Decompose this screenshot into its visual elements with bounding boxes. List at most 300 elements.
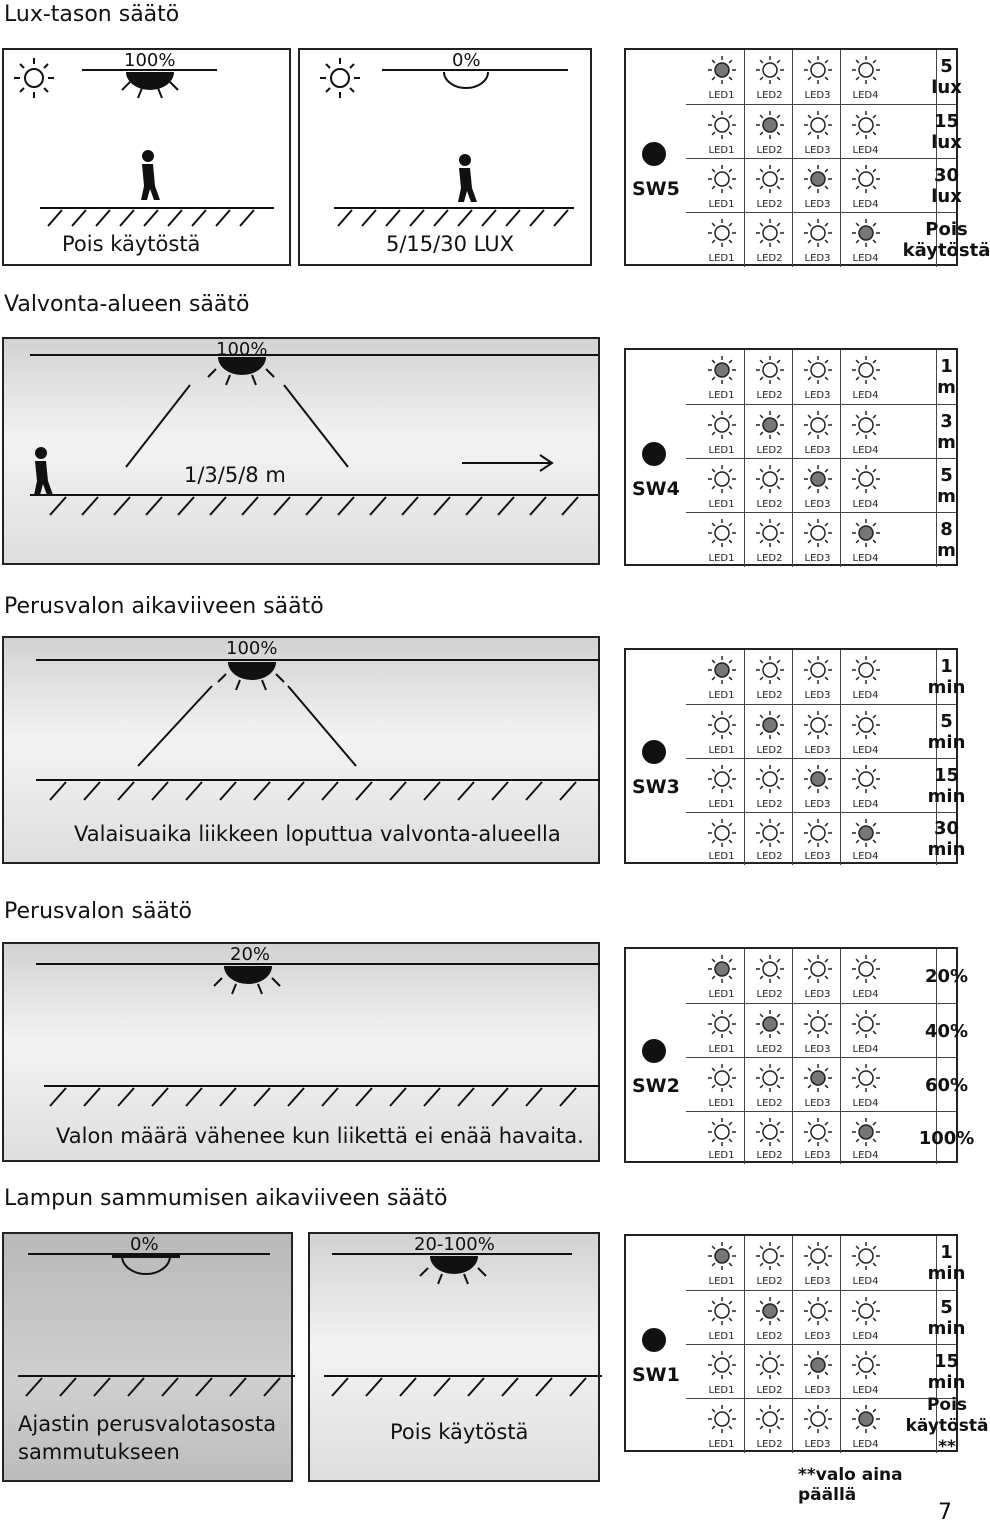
led-divider bbox=[792, 105, 793, 159]
led-off-icon bbox=[706, 463, 738, 495]
led-label: LED2 bbox=[756, 745, 783, 756]
led-indicator bbox=[698, 50, 745, 104]
led-indicator bbox=[746, 759, 793, 813]
led-indicator bbox=[698, 459, 745, 513]
led-label: LED4 bbox=[852, 390, 879, 401]
led-group bbox=[686, 1004, 936, 1058]
led-divider bbox=[840, 1291, 841, 1345]
led-label: LED1 bbox=[708, 390, 735, 401]
led-off-icon bbox=[754, 1062, 786, 1094]
led-label: LED1 bbox=[708, 799, 735, 810]
led-indicator bbox=[746, 1345, 793, 1399]
led-off-icon bbox=[850, 1062, 882, 1094]
led-indicator bbox=[794, 105, 841, 159]
led-indicator bbox=[794, 213, 841, 267]
setting-value: 5 lux bbox=[936, 50, 956, 104]
led-table-sw5 bbox=[624, 48, 990, 266]
led-off-icon bbox=[754, 763, 786, 795]
led-group bbox=[686, 513, 936, 567]
led-indicator bbox=[698, 1112, 745, 1164]
led-indicator bbox=[842, 159, 889, 213]
led-divider bbox=[840, 50, 841, 104]
led-off-icon bbox=[802, 1116, 834, 1148]
led-row bbox=[686, 458, 956, 513]
led-indicator bbox=[698, 1058, 745, 1112]
led-row bbox=[686, 1003, 969, 1058]
setting-value: 5 m bbox=[936, 459, 956, 513]
led-divider bbox=[792, 405, 793, 459]
off-delay-text: Ajastin perusvalotasosta sammutukseen bbox=[18, 1412, 277, 1464]
led-divider bbox=[792, 1345, 793, 1399]
led-indicator bbox=[794, 1004, 841, 1058]
led-group bbox=[686, 350, 936, 404]
switch-label: SW5 bbox=[632, 178, 680, 200]
led-row bbox=[686, 812, 966, 865]
led-group bbox=[686, 1345, 936, 1399]
led-off-icon bbox=[850, 1008, 882, 1040]
led-indicator bbox=[746, 459, 793, 513]
led-label: LED1 bbox=[708, 445, 735, 456]
led-label: LED1 bbox=[708, 499, 735, 510]
switch-dot-icon bbox=[642, 740, 666, 764]
led-indicator bbox=[746, 350, 793, 404]
led-off-icon bbox=[850, 54, 882, 86]
led-off-icon bbox=[850, 1240, 882, 1272]
led-label: LED1 bbox=[708, 199, 735, 210]
led-label: LED4 bbox=[852, 1098, 879, 1109]
led-divider bbox=[840, 813, 841, 865]
led-group bbox=[686, 1058, 936, 1112]
led-row bbox=[686, 1290, 966, 1345]
led-label: LED3 bbox=[804, 253, 831, 264]
led-indicator bbox=[842, 759, 889, 813]
led-off-icon bbox=[754, 517, 786, 549]
led-row bbox=[686, 949, 969, 1003]
setting-value: Pois käytöstä ** bbox=[905, 1394, 989, 1457]
led-off-icon bbox=[850, 654, 882, 686]
led-indicator bbox=[698, 705, 745, 759]
led-row bbox=[686, 1111, 975, 1164]
led-label: LED4 bbox=[852, 1150, 879, 1161]
led-off-icon bbox=[850, 1295, 882, 1327]
led-table-sw2 bbox=[624, 947, 975, 1163]
led-indicator bbox=[794, 650, 841, 704]
led-label: LED2 bbox=[756, 1385, 783, 1396]
switch-label: SW4 bbox=[632, 478, 680, 500]
base-delay-panel bbox=[2, 636, 600, 864]
led-off-icon bbox=[850, 463, 882, 495]
led-label: LED3 bbox=[804, 851, 831, 862]
led-off-icon bbox=[850, 763, 882, 795]
arrow-right-icon bbox=[462, 455, 552, 471]
led-indicator bbox=[746, 1399, 793, 1453]
person-icon bbox=[141, 150, 160, 200]
base-light-percentage: 20% bbox=[230, 944, 271, 965]
led-row bbox=[686, 212, 990, 267]
off-delay-percentage: 0% bbox=[130, 1234, 159, 1255]
lux-panel-levels bbox=[298, 48, 592, 266]
led-divider bbox=[744, 350, 745, 404]
led-label: LED1 bbox=[708, 253, 735, 264]
led-indicator bbox=[842, 650, 889, 704]
led-off-icon bbox=[706, 409, 738, 441]
led-indicator bbox=[842, 1004, 889, 1058]
led-divider bbox=[792, 705, 793, 759]
led-label: LED1 bbox=[708, 1385, 735, 1396]
led-indicator bbox=[842, 50, 889, 104]
setting-value: 5 min bbox=[936, 1291, 956, 1345]
led-indicator bbox=[746, 213, 793, 267]
section-title-base-delay: Perusvalon aikaviiveen säätö bbox=[4, 594, 324, 619]
led-off-icon bbox=[850, 109, 882, 141]
led-label: LED4 bbox=[852, 690, 879, 701]
section-title-range: Valvonta-alueen säätö bbox=[4, 292, 250, 317]
led-label: LED2 bbox=[756, 199, 783, 210]
led-label: LED4 bbox=[852, 989, 879, 1000]
led-row bbox=[686, 512, 956, 567]
led-indicator bbox=[794, 159, 841, 213]
led-divider bbox=[792, 1291, 793, 1345]
range-panel-text: 1/3/5/8 m bbox=[184, 463, 286, 487]
person-icon bbox=[34, 447, 53, 495]
led-row bbox=[686, 650, 966, 704]
led-divider bbox=[840, 1236, 841, 1290]
led-indicator bbox=[794, 705, 841, 759]
led-label: LED4 bbox=[852, 1044, 879, 1055]
led-label: LED3 bbox=[804, 553, 831, 564]
led-indicator bbox=[794, 1345, 841, 1399]
led-off-icon bbox=[754, 1403, 786, 1435]
led-label: LED1 bbox=[708, 851, 735, 862]
led-label: LED1 bbox=[708, 145, 735, 156]
setting-value: 3 m bbox=[936, 405, 956, 459]
led-off-icon bbox=[706, 1403, 738, 1435]
led-indicator bbox=[746, 1112, 793, 1164]
led-group bbox=[686, 1399, 936, 1453]
base-light-text: Valon määrä vähenee kun liikettä ei enää havaita. bbox=[56, 1124, 584, 1148]
led-off-icon bbox=[706, 517, 738, 549]
led-on-icon bbox=[802, 1349, 834, 1381]
led-label: LED1 bbox=[708, 1331, 735, 1342]
led-off-icon bbox=[802, 953, 834, 985]
led-off-icon bbox=[850, 1349, 882, 1381]
led-label: LED2 bbox=[756, 390, 783, 401]
led-indicator bbox=[794, 759, 841, 813]
led-off-icon bbox=[754, 654, 786, 686]
led-label: LED4 bbox=[852, 145, 879, 156]
led-off-icon bbox=[706, 709, 738, 741]
led-indicator bbox=[746, 159, 793, 213]
led-indicator bbox=[794, 1236, 841, 1290]
led-divider bbox=[840, 405, 841, 459]
switch-dot-icon bbox=[642, 442, 666, 466]
led-group bbox=[686, 949, 936, 1003]
led-row bbox=[686, 1344, 966, 1399]
led-off-icon bbox=[850, 709, 882, 741]
led-divider bbox=[840, 705, 841, 759]
led-indicator bbox=[842, 949, 889, 1003]
led-label: LED3 bbox=[804, 145, 831, 156]
led-off-icon bbox=[754, 354, 786, 386]
base-light-panel bbox=[2, 942, 600, 1162]
led-label: LED4 bbox=[852, 1385, 879, 1396]
led-indicator bbox=[794, 1399, 841, 1453]
led-label: LED2 bbox=[756, 799, 783, 810]
led-off-icon bbox=[802, 817, 834, 849]
setting-value: 60% bbox=[936, 1058, 956, 1112]
range-percentage: 100% bbox=[216, 339, 268, 360]
led-label: LED4 bbox=[852, 499, 879, 510]
led-off-icon bbox=[754, 953, 786, 985]
led-on-icon bbox=[850, 817, 882, 849]
led-on-icon bbox=[850, 1403, 882, 1435]
setting-value: 15 lux bbox=[936, 105, 956, 159]
led-group bbox=[686, 159, 936, 213]
switch-dot-icon bbox=[642, 1328, 666, 1352]
led-label: LED3 bbox=[804, 1044, 831, 1055]
led-divider bbox=[840, 759, 841, 813]
led-indicator bbox=[698, 159, 745, 213]
footnote: **valo aina päällä bbox=[798, 1465, 903, 1505]
led-off-icon bbox=[802, 654, 834, 686]
led-label: LED4 bbox=[852, 553, 879, 564]
led-on-icon bbox=[706, 953, 738, 985]
led-divider bbox=[744, 1345, 745, 1399]
led-off-icon bbox=[802, 1403, 834, 1435]
led-divider bbox=[744, 50, 745, 104]
led-indicator bbox=[746, 513, 793, 567]
led-label: LED1 bbox=[708, 90, 735, 101]
person-icon bbox=[458, 154, 477, 202]
led-off-icon bbox=[754, 1240, 786, 1272]
led-on-icon bbox=[706, 654, 738, 686]
led-group bbox=[686, 1236, 936, 1290]
led-group bbox=[686, 405, 936, 459]
led-indicator bbox=[794, 1058, 841, 1112]
led-label: LED3 bbox=[804, 1276, 831, 1287]
led-divider bbox=[840, 159, 841, 213]
led-indicator bbox=[746, 1058, 793, 1112]
setting-value: 1 min bbox=[936, 650, 956, 704]
led-row bbox=[686, 758, 966, 813]
led-group bbox=[686, 105, 936, 159]
led-on-icon bbox=[754, 1008, 786, 1040]
led-label: LED3 bbox=[804, 1385, 831, 1396]
led-divider bbox=[744, 949, 745, 1003]
lux-panel-text: 5/15/30 LUX bbox=[386, 232, 515, 256]
led-label: LED2 bbox=[756, 1439, 783, 1450]
led-row bbox=[686, 104, 962, 159]
led-off-icon bbox=[802, 517, 834, 549]
led-indicator bbox=[842, 1399, 889, 1453]
led-on-icon bbox=[850, 217, 882, 249]
led-indicator bbox=[842, 1345, 889, 1399]
led-label: LED4 bbox=[852, 851, 879, 862]
led-divider bbox=[792, 459, 793, 513]
led-label: LED2 bbox=[756, 1150, 783, 1161]
led-divider bbox=[744, 1058, 745, 1112]
led-divider bbox=[792, 50, 793, 104]
led-indicator bbox=[746, 1004, 793, 1058]
led-divider bbox=[792, 1004, 793, 1058]
led-divider bbox=[792, 759, 793, 813]
led-label: LED1 bbox=[708, 1439, 735, 1450]
led-row bbox=[686, 50, 962, 104]
led-divider bbox=[840, 513, 841, 567]
led-row bbox=[686, 1394, 989, 1457]
led-indicator bbox=[698, 1004, 745, 1058]
led-indicator bbox=[842, 405, 889, 459]
led-label: LED2 bbox=[756, 851, 783, 862]
led-off-icon bbox=[706, 763, 738, 795]
setting-value: 30 min bbox=[936, 813, 956, 865]
led-label: LED1 bbox=[708, 745, 735, 756]
led-group bbox=[686, 813, 936, 865]
led-off-icon bbox=[706, 1295, 738, 1327]
led-indicator bbox=[842, 813, 889, 865]
led-indicator bbox=[794, 350, 841, 404]
setting-value: 1 min bbox=[936, 1236, 956, 1290]
led-on-icon bbox=[706, 1240, 738, 1272]
led-group bbox=[686, 1291, 936, 1345]
lux-percentage: 100% bbox=[124, 50, 176, 71]
led-divider bbox=[744, 759, 745, 813]
led-on-icon bbox=[754, 709, 786, 741]
led-divider bbox=[840, 213, 841, 267]
lux-percentage: 0% bbox=[452, 50, 481, 71]
led-row bbox=[686, 1236, 966, 1290]
led-label: LED4 bbox=[852, 745, 879, 756]
led-divider bbox=[792, 159, 793, 213]
led-divider bbox=[744, 1399, 745, 1453]
led-label: LED2 bbox=[756, 445, 783, 456]
setting-value: 15 min bbox=[936, 759, 956, 813]
led-indicator bbox=[698, 1236, 745, 1290]
led-off-icon bbox=[802, 1295, 834, 1327]
led-label: LED3 bbox=[804, 1150, 831, 1161]
led-indicator bbox=[698, 1345, 745, 1399]
led-divider bbox=[744, 459, 745, 513]
led-indicator bbox=[842, 1058, 889, 1112]
led-divider bbox=[840, 650, 841, 704]
led-group bbox=[686, 705, 936, 759]
range-panel bbox=[2, 337, 600, 565]
led-indicator bbox=[746, 1236, 793, 1290]
led-on-icon bbox=[706, 354, 738, 386]
led-off-icon bbox=[802, 409, 834, 441]
led-indicator bbox=[794, 1112, 841, 1164]
led-label: LED3 bbox=[804, 499, 831, 510]
led-divider bbox=[744, 213, 745, 267]
led-on-icon bbox=[754, 409, 786, 441]
led-divider bbox=[840, 1004, 841, 1058]
led-label: LED2 bbox=[756, 90, 783, 101]
led-indicator bbox=[842, 705, 889, 759]
led-row bbox=[686, 158, 962, 213]
led-indicator bbox=[698, 350, 745, 404]
led-divider bbox=[792, 213, 793, 267]
led-indicator bbox=[698, 405, 745, 459]
led-divider bbox=[792, 949, 793, 1003]
led-label: LED3 bbox=[804, 690, 831, 701]
led-label: LED3 bbox=[804, 1331, 831, 1342]
led-divider bbox=[840, 1058, 841, 1112]
led-group bbox=[686, 459, 936, 513]
led-divider bbox=[840, 949, 841, 1003]
led-on-icon bbox=[850, 1116, 882, 1148]
led-table-sw1 bbox=[624, 1234, 989, 1457]
led-label: LED3 bbox=[804, 445, 831, 456]
led-divider bbox=[840, 105, 841, 159]
section-title-lux: Lux-tason säätö bbox=[4, 2, 180, 27]
led-indicator bbox=[746, 949, 793, 1003]
led-divider bbox=[792, 1236, 793, 1290]
led-divider bbox=[792, 1399, 793, 1453]
led-row bbox=[686, 404, 956, 459]
led-indicator bbox=[698, 813, 745, 865]
led-off-icon bbox=[706, 1116, 738, 1148]
led-off-icon bbox=[802, 1008, 834, 1040]
sun-icon bbox=[14, 58, 54, 98]
led-off-icon bbox=[802, 1240, 834, 1272]
led-on-icon bbox=[754, 1295, 786, 1327]
led-divider bbox=[792, 650, 793, 704]
led-label: LED2 bbox=[756, 499, 783, 510]
led-label: LED4 bbox=[852, 445, 879, 456]
led-divider bbox=[792, 350, 793, 404]
led-indicator bbox=[746, 650, 793, 704]
led-indicator bbox=[698, 213, 745, 267]
led-indicator bbox=[698, 513, 745, 567]
led-label: LED3 bbox=[804, 799, 831, 810]
led-divider bbox=[744, 650, 745, 704]
led-indicator bbox=[698, 105, 745, 159]
page-number: 7 bbox=[938, 1500, 952, 1525]
led-label: LED1 bbox=[708, 1098, 735, 1109]
led-off-icon bbox=[802, 217, 834, 249]
led-label: LED2 bbox=[756, 989, 783, 1000]
led-off-icon bbox=[754, 817, 786, 849]
led-indicator bbox=[698, 650, 745, 704]
led-off-icon bbox=[706, 1062, 738, 1094]
led-indicator bbox=[842, 1236, 889, 1290]
led-divider bbox=[840, 1112, 841, 1164]
led-divider bbox=[744, 159, 745, 213]
off-delay-text: Pois käytöstä bbox=[390, 1420, 529, 1444]
led-indicator bbox=[698, 759, 745, 813]
led-divider bbox=[744, 105, 745, 159]
led-indicator bbox=[698, 949, 745, 1003]
led-group bbox=[686, 650, 936, 704]
led-label: LED3 bbox=[804, 1098, 831, 1109]
led-divider bbox=[792, 1112, 793, 1164]
led-label: LED2 bbox=[756, 1331, 783, 1342]
led-divider bbox=[744, 813, 745, 865]
led-divider bbox=[744, 705, 745, 759]
led-off-icon bbox=[850, 953, 882, 985]
led-indicator bbox=[746, 813, 793, 865]
led-label: LED4 bbox=[852, 90, 879, 101]
setting-value: 40% bbox=[936, 1004, 956, 1058]
led-label: LED3 bbox=[804, 1439, 831, 1450]
led-divider bbox=[840, 459, 841, 513]
led-off-icon bbox=[802, 354, 834, 386]
setting-value: 15 min bbox=[936, 1345, 956, 1399]
led-divider bbox=[744, 1291, 745, 1345]
off-delay-percentage: 20-100% bbox=[414, 1234, 495, 1255]
off-delay-panel-disabled bbox=[308, 1232, 600, 1482]
led-off-icon bbox=[754, 1116, 786, 1148]
